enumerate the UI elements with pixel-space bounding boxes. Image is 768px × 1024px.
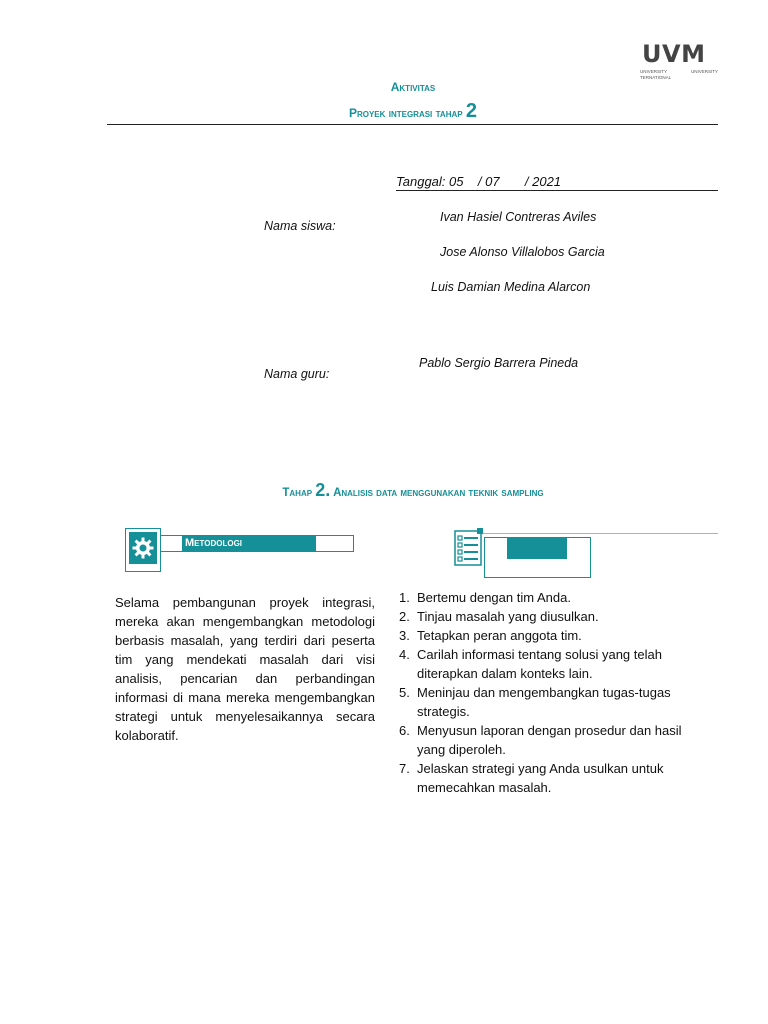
student-name-1: Ivan Hasiel Contreras Aviles (440, 210, 597, 224)
checklist-icon (453, 527, 485, 569)
logo-subtitle-line2: TERNATIONAL (640, 75, 672, 80)
activity-label: Aktivitas (390, 80, 436, 94)
methodology-text: Selama pembangunan proyek integrasi, mereka akan mengembangkan metodologi berbasis masalah, yang terdiri dari peserta tim yang mendekati masalah dari visi analisis, pencarian dan perbandingan informasi di mana mereka mengembangkan strategi untuk menyelesaikannya secara kolaboratif. (115, 595, 375, 743)
list-item-number: 2. (399, 609, 410, 624)
list-item-text: Jelaskan strategi yang Anda usulkan untuk memecahkan masalah. (417, 761, 664, 795)
date-divider (396, 190, 718, 191)
list-item-number: 6. (399, 723, 410, 738)
logo-subtitle-right: UNIVERSITY (690, 69, 718, 74)
logo-subtitle (640, 69, 718, 74)
logo-brand: UVM (642, 40, 706, 68)
list-item-text: Meninjau dan mengembangkan tugas-tugas strategis. (417, 685, 671, 719)
list-item-number: 5. (399, 685, 410, 700)
list-item (396, 645, 696, 683)
list-item-text: Tetapkan peran anggota tim. (417, 628, 582, 643)
task-list (396, 588, 696, 797)
list-item (396, 626, 696, 645)
teacher-name: Pablo Sergio Barrera Pineda (419, 356, 579, 370)
list-item-number: 1. (399, 590, 410, 605)
list-item-text: Tinjau masalah yang diusulkan. (417, 609, 599, 624)
logo-subtitle-left: UNIVERSITY (640, 69, 668, 74)
section-divider (480, 533, 718, 534)
gear-icon (125, 528, 161, 572)
list-item (396, 721, 696, 759)
project-title-number: 2 (465, 100, 478, 122)
list-item-number: 4. (399, 647, 410, 662)
date-field: Tanggal: 05 / 07 / 2021 (396, 174, 562, 189)
list-item-number: 7. (399, 761, 410, 776)
list-item-text: Bertemu dengan tim Anda. (417, 590, 571, 605)
stage-prefix: Tahap (282, 487, 313, 499)
header-divider (107, 124, 718, 125)
tasks-heading-bar (507, 537, 567, 559)
project-title-text: Proyek integrasi tahap (348, 106, 463, 120)
stage-title-text: Analisis data menggunakan teknik sampling (333, 487, 544, 499)
list-item-text: Menyusun laporan dengan prosedur dan hasil yang diperoleh. (417, 723, 682, 757)
student-name-label: Nama siswa: (264, 219, 336, 233)
list-item (396, 607, 696, 626)
list-item (396, 588, 696, 607)
teacher-name-label: Nama guru: (264, 367, 330, 381)
project-title (0, 100, 768, 123)
methodology-heading: Metodologi (182, 535, 316, 551)
student-name-3: Luis Damian Medina Alarcon (431, 280, 591, 294)
list-item-number: 3. (399, 628, 410, 643)
student-name-2: Jose Alonso Villalobos Garcia (440, 245, 605, 259)
stage-title (0, 480, 768, 501)
university-logo (640, 40, 720, 80)
list-item-text: Carilah informasi tentang solusi yang telah diterapkan dalam konteks lain. (417, 647, 662, 681)
list-item (396, 759, 696, 797)
list-item (396, 683, 696, 721)
stage-number: 2. (315, 480, 331, 500)
